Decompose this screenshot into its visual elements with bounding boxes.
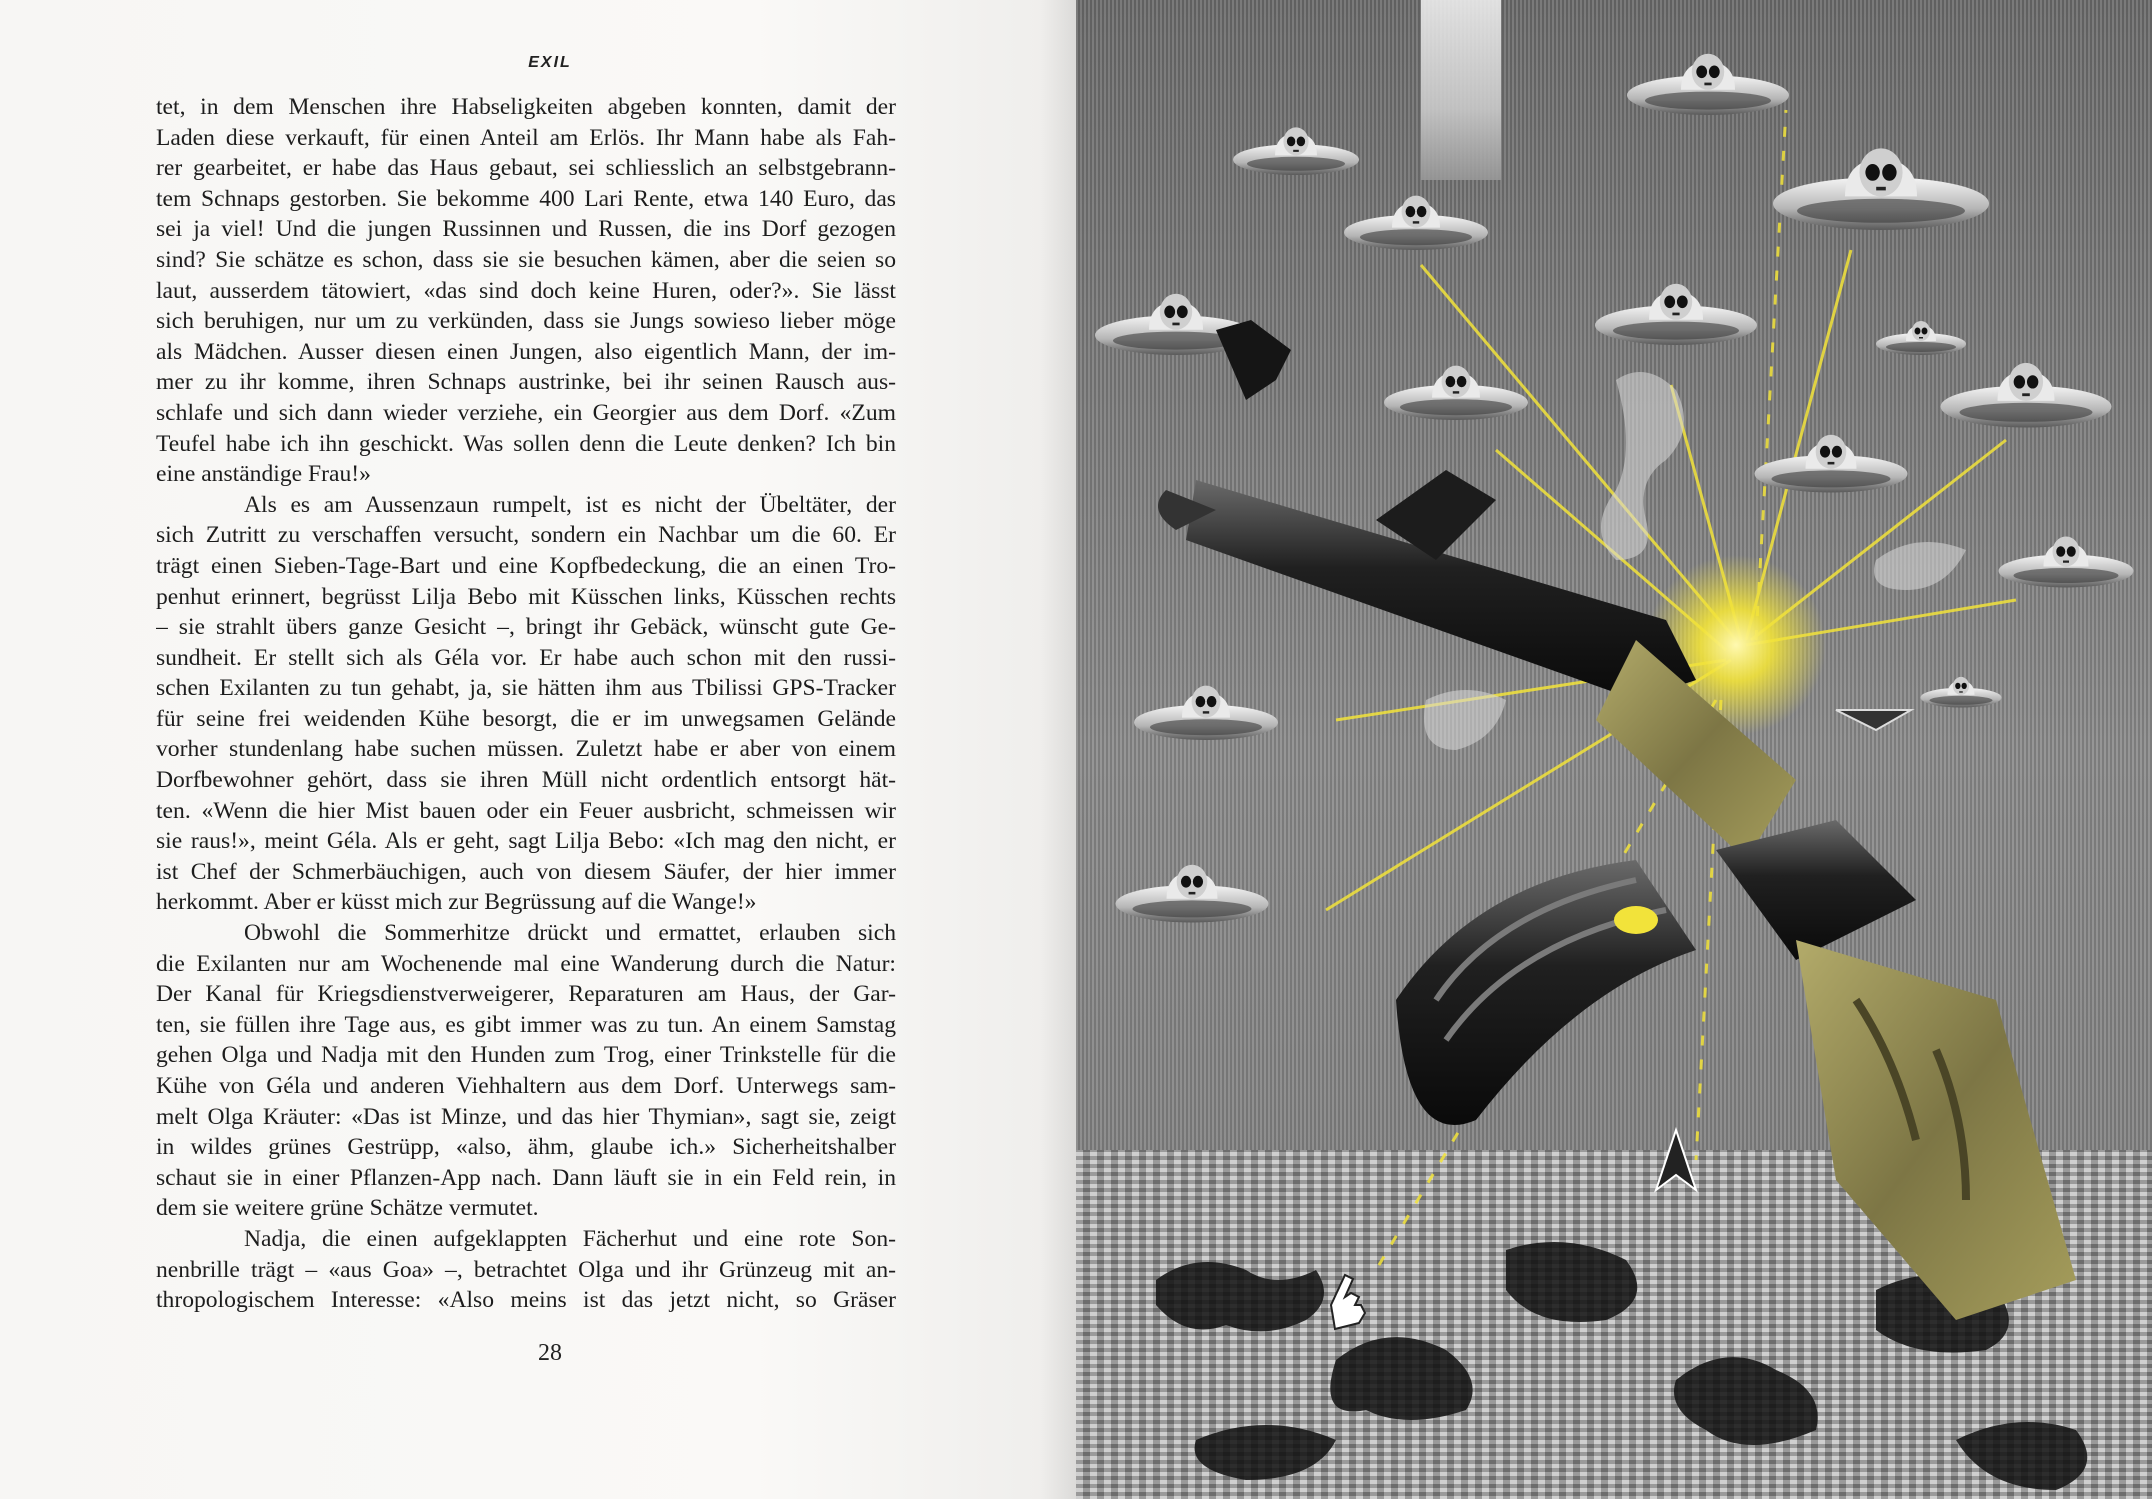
- ufo-fleet: [1095, 54, 2134, 923]
- text-line: penhut erinnert, begrüsst Lilja Bebo mit Küsschen links, Küsschen rechts: [156, 583, 896, 610]
- page-number: 28: [538, 1340, 562, 1366]
- ufo-icon: [1941, 363, 2112, 428]
- text-line: ten. «Wenn die hier Mist bauen oder ein Feuer ausbricht, schmeissen wir: [156, 797, 896, 824]
- text-line: Kühe von Géla und anderen Viehhaltern aus dem Dorf. Unterwegs sam-: [156, 1073, 896, 1099]
- ufo-icon: [1999, 537, 2134, 588]
- text-line: trägt einen Sieben-Tage-Bart und eine Kopfbedeckung, die an einen Tro-: [156, 552, 896, 579]
- ufo-icon: [1116, 865, 1269, 923]
- ufo-icon: [1344, 196, 1488, 250]
- text-line: rer gearbeitet, er habe das Haus gebaut, sei schliesslich an selbstgebrann-: [156, 155, 896, 182]
- text-line: schen Exilanten zu tun gehabt, ja, sie hätten ihm aus Tbilissi GPS-Tracker: [156, 675, 896, 702]
- ufo-icon: [1627, 54, 1789, 115]
- text-line: sundheit. Er stellt sich als Géla vor. Er habe auch schon mit den russi-: [156, 644, 896, 671]
- ufo-rifle-illustration: [1076, 0, 2152, 1499]
- text-line: sind? Sie schätze es schon, dass sie sie besuchen kämen, aber die seien so: [156, 246, 896, 273]
- text-line: Dorfbewohner gehört, dass sie ihren Müll nicht ordentlich entsorgt hät-: [156, 767, 896, 794]
- ufo-icon: [1755, 435, 1908, 493]
- body-text: [156, 92, 896, 1316]
- text-line: in wildes grünes Gestrüpp, «also, ähm, glaube ich.» Sicherheitshalber: [156, 1134, 896, 1161]
- ufo-icon: [1384, 366, 1528, 420]
- text-line: melt Olga Kräuter: «Das ist Minze, und das hier Thymian», sagt sie, zeigt: [156, 1103, 896, 1130]
- text-line: Teufel habe ich ihn geschickt. Was sollen denn die Leute denken? Ich bin: [156, 430, 896, 457]
- text-line: die Exilanten nur am Wochenende mal eine Wanderung durch die Natur:: [156, 950, 896, 977]
- text-line: für seine frei weidenden Kühe besorgt, die er im unwegsamen Gelände: [156, 705, 896, 732]
- text-line: gehen Olga und Nadja mit den Hunden zum Trog, einer Trinkstelle für die: [156, 1042, 896, 1069]
- text-line: laut, ausserdem tätowiert, «das sind doch keine Huren, oder?». Sie lässt: [156, 277, 896, 304]
- text-line: thropologischem Interesse: «Also meins ist das jetzt nicht, so Gräser: [156, 1287, 896, 1314]
- text-line: ten, sie füllen ihre Tage aus, es gibt immer was zu tun. An einem Samstag: [156, 1011, 896, 1038]
- ufo-icon: [1134, 686, 1278, 740]
- text-line: Als es am Aussenzaun rumpelt, ist es nicht der Übeltäter, der: [244, 491, 896, 518]
- text-line: sich Zutritt zu verschaffen versucht, sondern ein Nachbar um die 60. Er: [156, 522, 896, 549]
- text-line: tem Schnaps gestorben. Sie bekomme 400 Lari Rente, etwa 140 Euro, das: [156, 185, 896, 212]
- text-line: Obwohl die Sommerhitze drückt und ermattet, erlauben sich: [244, 920, 896, 947]
- text-line: dem sie weitere grüne Schätze vermutet.: [156, 1195, 539, 1222]
- text-line: herkommt. Aber er küsst mich zur Begrüssung auf die Wange!»: [156, 889, 757, 916]
- ufo-icon: [1233, 127, 1359, 175]
- text-line: – sie strahlt übers ganze Gesicht –, bringt ihr Gebäck, wünscht gute Ge-: [156, 614, 896, 641]
- text-line: Nadja, die einen aufgeklappten Fächerhut und eine rote Son-: [244, 1225, 896, 1252]
- text-line: nenbrille trägt – «aus Goa» –, betrachtet Olga und ihr Grünzeug mit an-: [156, 1256, 896, 1283]
- text-line: als Mädchen. Ausser diesen einen Jungen, also eigentlich Mann, der im-: [156, 338, 896, 365]
- text-line: sich beruhigen, nur um zu verkünden, dass sie Jungs sowieso lieber möge: [156, 308, 896, 335]
- text-line: mer zu ihr komme, ihren Schnaps austrinke, bei ihr seinen Rausch aus-: [156, 369, 896, 396]
- text-line: schaut sie in einer Pflanzen-App nach. Dann läuft sie in ein Feld rein, in: [156, 1164, 896, 1191]
- alien-icon: [1421, 0, 1501, 180]
- gutter-shadow: [1040, 0, 1076, 1499]
- text-line: eine anständige Frau!»: [156, 461, 371, 488]
- ufo-icon: [1773, 148, 1989, 230]
- text-line: vorher stundenlang habe suchen müssen. Zuletzt habe er aber von einem: [156, 736, 896, 763]
- text-line: sei ja viel! Und die jungen Russinnen und Russen, die ins Dorf gezogen: [156, 216, 896, 243]
- right-page: [1076, 0, 2152, 1499]
- text-line: Laden diese verkauft, für einen Anteil am Erlös. Ihr Mann habe als Fah-: [156, 124, 896, 151]
- ufo-icon: [1876, 321, 1966, 355]
- running-head: EXIL: [528, 54, 572, 71]
- ufo-icon: [1921, 677, 2002, 708]
- text-line: tet, in dem Menschen ihre Habseligkeiten abgeben konnten, damit der: [156, 94, 896, 120]
- text-line: Der Kanal für Kriegsdienstverweigerer, Reparaturen am Haus, der Gar-: [156, 981, 896, 1008]
- text-line: schlafe und sich dann wieder verziehe, ein Georgier aus dem Dorf. «Zum: [156, 399, 896, 426]
- ufo-icon: [1595, 284, 1757, 345]
- text-line: sie raus!», meint Géla. Als er geht, sagt Lilja Bebo: «Ich mag den nicht, er: [156, 828, 896, 855]
- text-line: ist Chef der Schmerbäuchigen, auch von diesem Säufer, der hier immer: [156, 858, 896, 885]
